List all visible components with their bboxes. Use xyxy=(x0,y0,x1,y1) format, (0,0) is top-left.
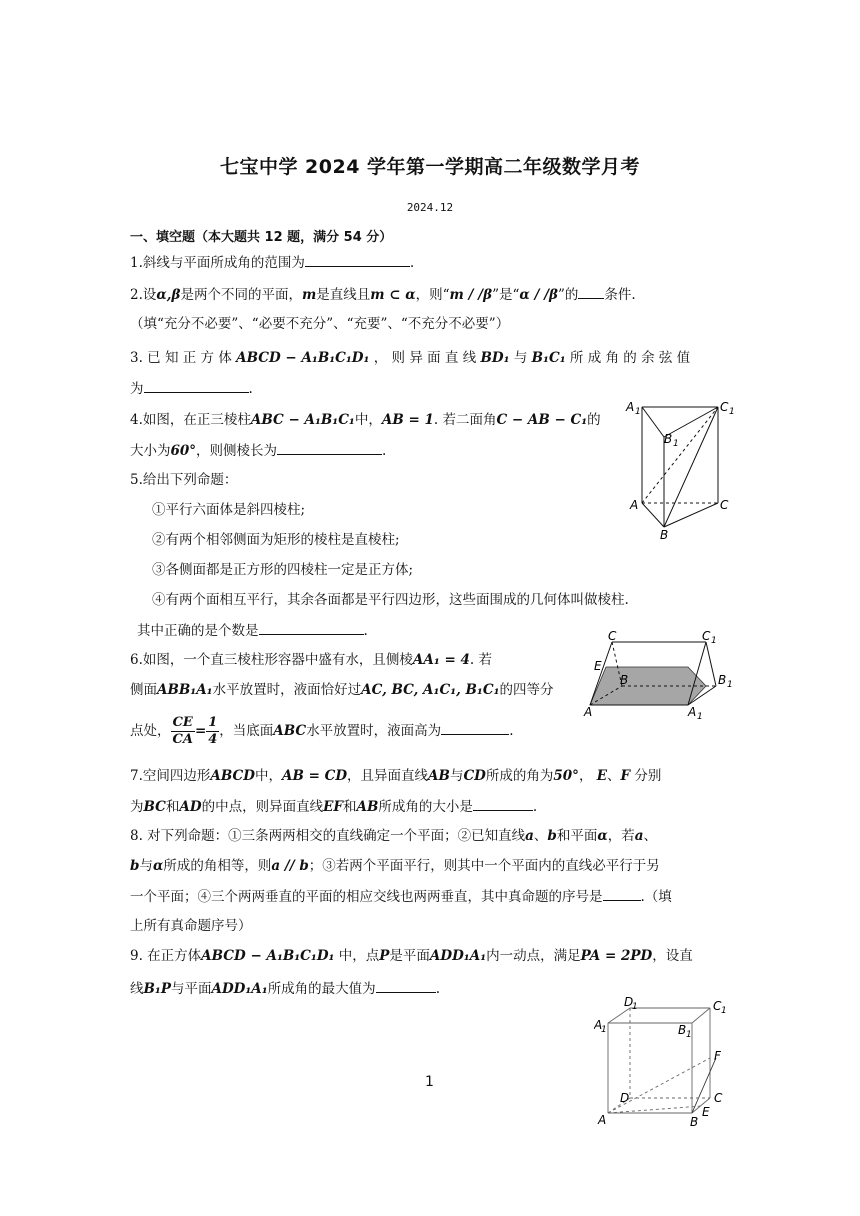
label-c: C xyxy=(608,630,617,643)
proposition-1: ①平行六面体是斜四棱柱; xyxy=(152,502,306,518)
fraction-ce-ca: $\frac{CE}{CA}$ xyxy=(172,715,193,747)
label-c1: C xyxy=(702,630,711,643)
answer-blank[interactable] xyxy=(376,978,436,993)
question-3-cont: 为 . xyxy=(130,378,253,399)
label-b1-sub: 1 xyxy=(686,1030,692,1040)
label-b: B xyxy=(660,528,669,540)
question-2: 2.设α,β是两个不同的平面，m是直线且m ⊂ α，则“m / /β”是“α / /β”的 条件. xyxy=(130,284,636,305)
answer-blank[interactable] xyxy=(144,378,249,393)
label-a1-sub: 1 xyxy=(635,407,641,417)
label-a: A xyxy=(630,498,639,512)
answer-blank[interactable] xyxy=(259,620,364,635)
question-6-cont2: 点处， $\frac{CE}{CA}$ = $\frac{1}{4}$ ，当底面ABC水平放置时，液面高为 . xyxy=(130,715,514,747)
proposition-3: ③各侧面都是正方形的四棱柱一定是正方体; xyxy=(152,562,414,578)
question-6: 6.如图，一个直三棱柱形容器中盛有水，且侧棱AA₁ = 4. 若 xyxy=(130,652,492,668)
answer-blank[interactable] xyxy=(603,886,641,901)
question-1: 1.斜线与平面所成角的范围为 . xyxy=(130,252,414,273)
question-8: 8. 对下列命题：①三条两两相交的直线确定一个平面；②已知直线a、b和平面α，若a、 xyxy=(130,828,658,844)
page-number: 1 xyxy=(425,1074,434,1090)
label-a1: A xyxy=(594,1018,603,1032)
label-c1-sub: 1 xyxy=(729,407,735,417)
page-title: 七宝中学 2024 学年第一学期高二年级数学月考 xyxy=(219,156,641,178)
label-c: C xyxy=(720,498,729,512)
label-e: E xyxy=(594,659,602,673)
label-c: C xyxy=(714,1091,723,1105)
label-c1: C xyxy=(720,400,729,414)
label-b1-sub: 1 xyxy=(727,680,733,690)
label-a1: A xyxy=(688,705,697,719)
label-c1: C xyxy=(713,999,722,1013)
question-3: 3. 已 知 正 方 体 ABCD − A₁B₁C₁D₁ ， 则 异 面 直 线 BD₁ 与 B₁C₁ 所 成 角 的 余 弦 值 xyxy=(130,350,691,366)
question-7: 7.空间四边形ABCD中，AB = CD，且异面直线AB与CD所成的角为50°， E、F 分别 xyxy=(130,768,662,784)
question-7-cont: 为BC和AD的中点，则异面直线EF和AB所成角的大小是 . xyxy=(130,796,537,817)
label-a1: A xyxy=(626,400,635,414)
proposition-2: ②有两个相邻侧面为矩形的棱柱是直棱柱; xyxy=(152,532,400,548)
question-5-ask: 其中正确的是个数是 . xyxy=(137,620,368,641)
question-8-cont: b与α所成的角相等，则a // b；③若两个平面平行，则其中一个平面内的直线必平行于另 xyxy=(130,858,660,874)
label-b: B xyxy=(620,673,629,687)
question-8-cont3: 上所有真命题序号） xyxy=(130,918,252,934)
label-a: A xyxy=(584,705,593,719)
label-b1: B xyxy=(678,1023,687,1037)
label-d1: D xyxy=(624,996,634,1009)
proposition-4: ④有两个面相互平行，其余各面都是平行四边形，这些面围成的几何体叫做棱柱. xyxy=(152,592,629,608)
label-a: A xyxy=(598,1113,607,1127)
label-d: D xyxy=(620,1091,630,1105)
label-a1-sub: 1 xyxy=(601,1025,607,1035)
answer-blank[interactable] xyxy=(441,720,509,735)
question-4-cont: 大小为60°，则侧棱长为 . xyxy=(130,440,386,461)
label-b1: B xyxy=(664,432,673,446)
answer-blank[interactable] xyxy=(277,440,382,455)
answer-blank[interactable] xyxy=(473,796,533,811)
cube-figure-q9 xyxy=(594,996,740,1128)
answer-blank[interactable] xyxy=(305,252,410,267)
container-figure-q6 xyxy=(582,630,742,722)
question-6-cont: 侧面ABB₁A₁水平放置时，液面恰好过AC, BC, A₁C₁, B₁C₁的四等分 xyxy=(130,682,554,698)
label-b1-sub: 1 xyxy=(673,439,679,449)
question-2-hint: （填“充分不必要”、“必要不充分”、“充要”、“不充分不必要”） xyxy=(130,316,510,332)
label-f: F xyxy=(714,1049,721,1063)
question-8-cont2: 一个平面；④三个两两垂直的平面的相应交线也两两垂直，其中真命题的序号是 .（填 xyxy=(130,886,672,907)
section-heading: 一、填空题（本大题共 12 题，满分 54 分） xyxy=(130,230,393,245)
answer-blank[interactable] xyxy=(578,284,604,299)
exam-date: 2024.12 xyxy=(406,201,454,214)
label-d1-sub: 1 xyxy=(632,1002,638,1012)
question-4: 4.如图，在正三棱柱ABC − A₁B₁C₁中，AB = 1. 若二面角C − AB − C₁的 xyxy=(130,412,601,428)
question-9-cont: 线B₁P与平面ADD₁A₁所成角的最大值为 . xyxy=(130,978,440,999)
label-e: E xyxy=(702,1105,710,1119)
label-c1-sub: 1 xyxy=(721,1006,727,1016)
label-c1-sub: 1 xyxy=(711,636,717,646)
question-9: 9. 在正方体ABCD − A₁B₁C₁D₁ 中，点P是平面ADD₁A₁内一动点，满足PA = 2PD，设直 xyxy=(130,948,693,964)
label-b1: B xyxy=(718,673,727,687)
label-a1-sub: 1 xyxy=(697,712,703,722)
label-b: B xyxy=(690,1115,699,1128)
fraction-one-quarter: $\frac{1}{4}$ xyxy=(208,715,218,747)
prism-figure-q4 xyxy=(622,395,742,540)
question-5: 5.给出下列命题： xyxy=(130,472,238,488)
